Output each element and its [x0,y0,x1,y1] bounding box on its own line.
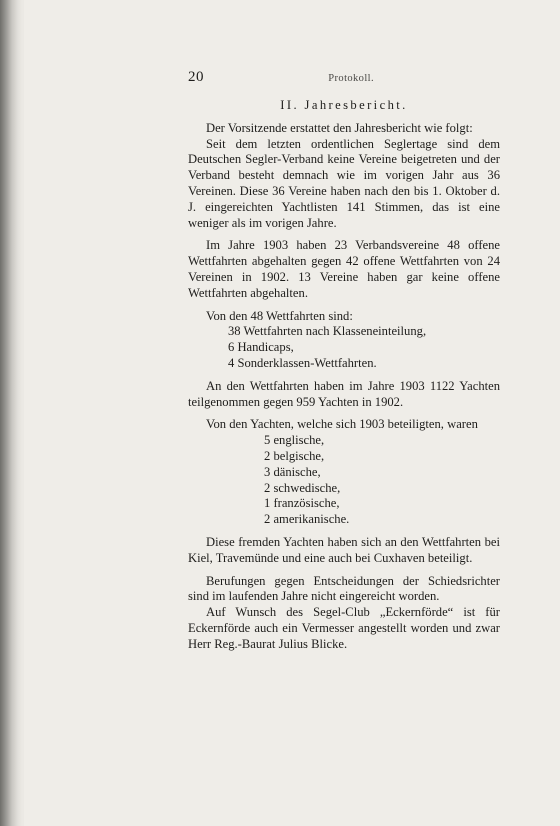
paragraph-intro: Der Vorsitzende erstattet den Jahresbericht wie folgt: [206,120,473,135]
paragraph-appeals: Berufungen gegen Entscheidungen der Schiedsrichter sind im laufenden Jahre nicht eingereicht worden. [188,573,500,604]
list-item: 2 schwedische, [264,480,341,495]
paragraph-membership: Seit dem letzten ordentlichen Seglertage sind dem Deutschen Segler-Verband keine Vereine beigetreten und der Verband besteht demnach wie im vorigen Jahr aus 36 Vereinen. Diese 36 Vereine haben nach den bis 1. Oktober d. J. eingereichten Yachtlisten 141 Stimmen, das ist eine weniger als im vorigen Jahre. [188,136,500,230]
book-spine-shadow [0,0,22,826]
list-item: 1 französische, [264,496,340,511]
list-item: 3 dänische, [264,464,321,479]
page-header [188,70,500,88]
list-item: 38 Wettfahrten nach Klasseneinteilung, [228,324,427,339]
race-breakdown-list [228,324,500,371]
paragraph-participants: An den Wettfahrten haben im Jahre 1903 1122 Yachten teilgenommen gegen 959 Yachten in 1902. [188,378,500,409]
section-title: II. Jahresbericht. [280,98,408,112]
page-text-block [188,70,500,653]
paragraph-races-1903: Im Jahre 1903 haben 23 Verbandsvereine 48 offene Wettfahrten abgehalten gegen 42 offene Wettfahrten von 24 Vereinen in 1902. 13 Vereine haben gar keine offene Wettfahrten abgehalten. [188,238,500,300]
foreign-yachts-list [264,433,500,528]
paragraph-foreign-venues: Diese fremden Yachten haben sich an den Wettfahrten bei Kiel, Travemünde und eine auch bei Cuxhaven beteiligt. [188,534,500,565]
list-item: 2 belgische, [264,448,325,463]
list-item: 5 englische, [264,433,325,448]
list-item: 6 Handicaps, [228,340,294,355]
paragraph-surveyor: Auf Wunsch des Segel-Club „Eckernförde“ ist für Eckernförde auch ein Vermesser angestellt worden und zwar Herr Reg.-Baurat Julius Blicke. [188,605,500,651]
page-number: 20 [188,69,204,85]
list-item: 2 amerikanische. [264,512,350,527]
paragraph-race-breakdown-intro: Von den 48 Wettfahrten sind: [206,308,353,323]
paragraph-foreign-intro: Von den Yachten, welche sich 1903 beteiligten, waren [206,417,478,432]
list-item: 4 Sonderklassen-Wettfahrten. [228,355,377,370]
running-head: Protokoll. [328,73,374,84]
